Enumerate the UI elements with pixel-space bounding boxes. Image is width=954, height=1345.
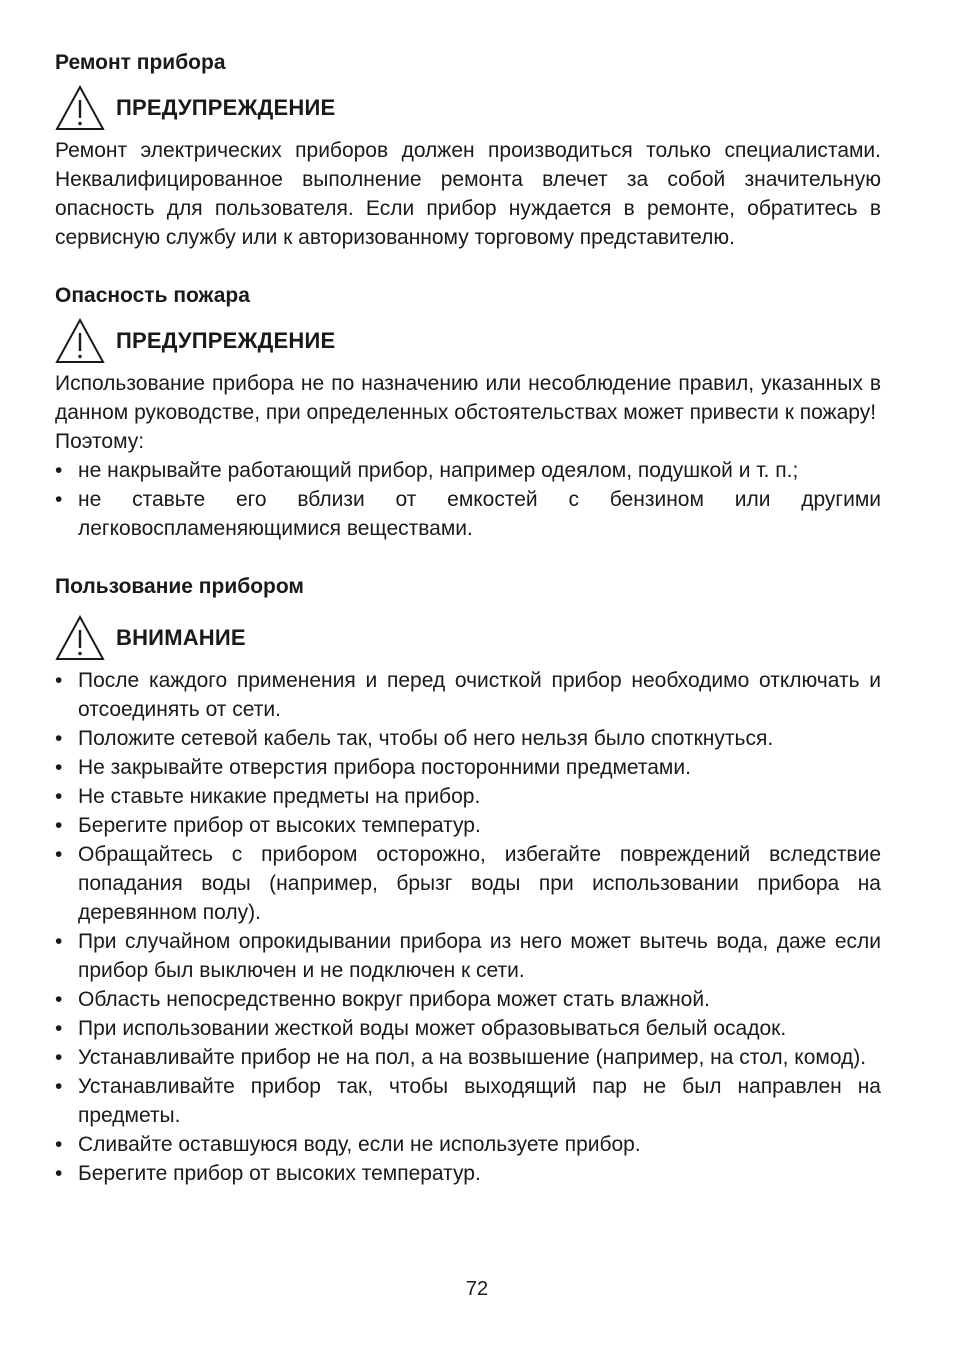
warning-label: ПРЕДУПРЕЖДЕНИЕ bbox=[116, 95, 336, 120]
fire-text: Использование прибора не по назначению или несоблюдение правил, указанных в данном руководстве, при определенных обстоятельствах может привести к пожару! bbox=[55, 372, 881, 424]
section-title-repair: Ремонт прибора bbox=[55, 51, 226, 74]
warning-block-fire bbox=[55, 315, 881, 367]
list-item: • Берегите прибор от высоких температур. bbox=[55, 1159, 881, 1188]
list-item: • Область непосредственно вокруг прибора может стать влажной. bbox=[55, 985, 881, 1014]
warning-block-repair bbox=[55, 82, 881, 134]
caution-label: ВНИМАНИЕ bbox=[116, 625, 246, 650]
section-title-usage: Пользование прибором bbox=[55, 575, 304, 598]
list-item: • Сливайте оставшуюся воду, если не используете прибор. bbox=[55, 1130, 881, 1159]
list-item: • Не закрывайте отверстия прибора посторонними предметами. bbox=[55, 753, 881, 782]
warning-triangle-icon bbox=[55, 615, 105, 661]
warning-label: ПРЕДУПРЕЖДЕНИЕ bbox=[116, 328, 336, 353]
page-number: 72 bbox=[465, 1278, 489, 1300]
fire-lead: Поэтому: bbox=[55, 430, 145, 453]
list-item: • При использовании жесткой воды может образовываться белый осадок. bbox=[55, 1014, 881, 1043]
repair-text: Ремонт электрических приборов должен производиться только специалистами. Неквалифицированное выполнение ремонта влечет за собой значительную опасность для пользователя. Если прибор нуждается в ремонте, обратитесь в сервисную службу или к авторизованному торговому представителю. bbox=[55, 139, 881, 249]
warning-triangle-icon bbox=[55, 85, 105, 131]
list-item: • Устанавливайте прибор не на пол, а на возвышение (например, на стол, комод). bbox=[55, 1043, 881, 1072]
warning-triangle-icon bbox=[55, 318, 105, 364]
caution-block-usage bbox=[55, 612, 881, 664]
list-item: • не накрывайте работающий прибор, например одеялом, подушкой и т. п.; bbox=[55, 456, 881, 485]
list-item: • При случайном опрокидывании прибора из него может вытечь вода, даже если прибор был выключен и не подключен к сети. bbox=[55, 927, 881, 985]
list-item: • Обращайтесь с прибором осторожно, избегайте повреждений вследствие попадания воды (например, брызг воды при использовании прибора на деревянном полу). bbox=[55, 840, 881, 927]
list-item: • не ставьте его вблизи от емкостей с бензином или другими легковоспламеняющимися веществами. bbox=[55, 485, 881, 543]
list-item: • После каждого применения и перед очисткой прибор необходимо отключать и отсоединять от сети. bbox=[55, 666, 881, 724]
section-title-fire: Опасность пожара bbox=[55, 284, 250, 307]
document-page bbox=[55, 48, 881, 1188]
usage-bullet-list bbox=[55, 666, 881, 1188]
list-item: • Положите сетевой кабель так, чтобы об него нельзя было споткнуться. bbox=[55, 724, 881, 753]
list-item: • Не ставьте никакие предметы на прибор. bbox=[55, 782, 881, 811]
list-item: • Берегите прибор от высоких температур. bbox=[55, 811, 881, 840]
fire-bullet-list bbox=[55, 456, 881, 543]
list-item: • Устанавливайте прибор так, чтобы выходящий пар не был направлен на предметы. bbox=[55, 1072, 881, 1130]
